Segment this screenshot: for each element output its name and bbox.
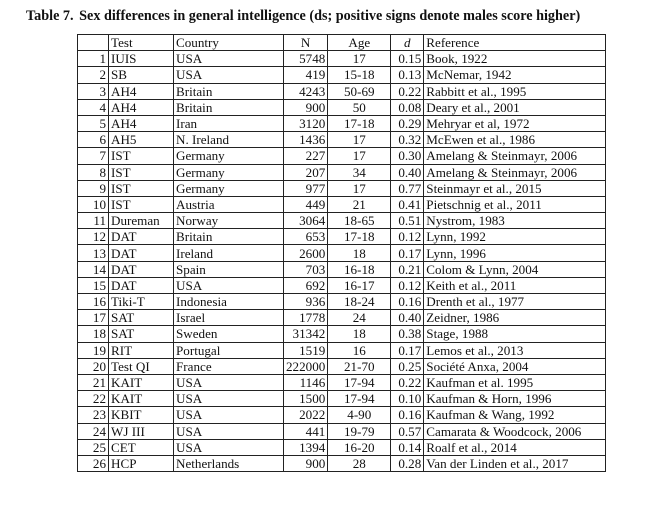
test-cell: KAIT (109, 374, 174, 390)
row-index: 23 (78, 407, 109, 423)
n-cell: 1500 (284, 391, 328, 407)
country-cell: USA (174, 391, 284, 407)
caption-label: Table 7. (26, 8, 74, 24)
table-row (78, 407, 606, 423)
n-cell: 1778 (284, 310, 328, 326)
test-cell: SAT (109, 326, 174, 342)
reference-cell: Nystrom, 1983 (424, 213, 606, 229)
row-index: 25 (78, 439, 109, 455)
n-cell: 3120 (284, 115, 328, 131)
row-index: 4 (78, 99, 109, 115)
age-cell: 17 (328, 180, 391, 196)
row-index: 22 (78, 391, 109, 407)
d-cell: 0.13 (391, 67, 424, 83)
n-cell: 1436 (284, 132, 328, 148)
table-row (78, 391, 606, 407)
test-cell: AH4 (109, 99, 174, 115)
n-cell: 31342 (284, 326, 328, 342)
age-cell: 50 (328, 99, 391, 115)
reference-cell: Rabbitt et al., 1995 (424, 83, 606, 99)
table-row (78, 229, 606, 245)
test-cell: DAT (109, 229, 174, 245)
n-cell: 703 (284, 261, 328, 277)
reference-cell: Mehryar et al, 1972 (424, 115, 606, 131)
country-cell: USA (174, 374, 284, 390)
reference-cell: Zeidner, 1986 (424, 310, 606, 326)
reference-cell: Camarata & Woodcock, 2006 (424, 423, 606, 439)
d-cell: 0.12 (391, 277, 424, 293)
reference-cell: Amelang & Steinmayr, 2006 (424, 148, 606, 164)
age-cell: 4-90 (328, 407, 391, 423)
d-cell: 0.57 (391, 423, 424, 439)
row-index: 9 (78, 180, 109, 196)
row-index: 6 (78, 132, 109, 148)
d-cell: 0.22 (391, 83, 424, 99)
age-cell: 16-18 (328, 261, 391, 277)
table-row (78, 51, 606, 67)
test-cell: IST (109, 148, 174, 164)
table-row (78, 423, 606, 439)
test-cell: DAT (109, 261, 174, 277)
test-cell: DAT (109, 277, 174, 293)
d-cell: 0.32 (391, 132, 424, 148)
n-cell: 2022 (284, 407, 328, 423)
n-cell: 2600 (284, 245, 328, 261)
country-cell: Germany (174, 164, 284, 180)
country-cell: Germany (174, 148, 284, 164)
test-cell: Dureman (109, 213, 174, 229)
test-cell: SAT (109, 310, 174, 326)
age-cell: 16 (328, 342, 391, 358)
table-row (78, 67, 606, 83)
reference-cell: McNemar, 1942 (424, 67, 606, 83)
test-cell: DAT (109, 245, 174, 261)
n-cell: 449 (284, 196, 328, 212)
d-cell: 0.16 (391, 294, 424, 310)
age-cell: 17 (328, 51, 391, 67)
row-index: 17 (78, 310, 109, 326)
n-cell: 900 (284, 99, 328, 115)
d-cell: 0.40 (391, 310, 424, 326)
d-cell: 0.40 (391, 164, 424, 180)
reference-cell: Kaufman & Horn, 1996 (424, 391, 606, 407)
row-index: 10 (78, 196, 109, 212)
row-index: 12 (78, 229, 109, 245)
reference-cell: Drenth et al., 1977 (424, 294, 606, 310)
reference-cell: Roalf et al., 2014 (424, 439, 606, 455)
n-cell: 1519 (284, 342, 328, 358)
row-index: 2 (78, 67, 109, 83)
country-cell: Britain (174, 83, 284, 99)
d-cell: 0.41 (391, 196, 424, 212)
age-cell: 50-69 (328, 83, 391, 99)
country-cell: Sweden (174, 326, 284, 342)
table-body (78, 51, 606, 472)
age-cell: 17 (328, 132, 391, 148)
test-cell: AH4 (109, 115, 174, 131)
d-cell: 0.38 (391, 326, 424, 342)
age-cell: 17-18 (328, 115, 391, 131)
d-cell: 0.15 (391, 51, 424, 67)
d-cell: 0.30 (391, 148, 424, 164)
reference-cell: Amelang & Steinmayr, 2006 (424, 164, 606, 180)
reference-cell: Keith et al., 2011 (424, 277, 606, 293)
country-cell: Britain (174, 99, 284, 115)
row-index: 26 (78, 455, 109, 471)
n-cell: 419 (284, 67, 328, 83)
header-n: N (284, 35, 328, 51)
country-cell: Austria (174, 196, 284, 212)
row-index: 19 (78, 342, 109, 358)
test-cell: Test QI (109, 358, 174, 374)
country-cell: USA (174, 439, 284, 455)
table-row (78, 180, 606, 196)
reference-cell: Book, 1922 (424, 51, 606, 67)
d-cell: 0.28 (391, 455, 424, 471)
reference-cell: Pietschnig et al., 2011 (424, 196, 606, 212)
test-cell: IUIS (109, 51, 174, 67)
d-cell: 0.17 (391, 245, 424, 261)
test-cell: KAIT (109, 391, 174, 407)
row-index: 8 (78, 164, 109, 180)
n-cell: 692 (284, 277, 328, 293)
reference-cell: Stage, 1988 (424, 326, 606, 342)
reference-cell: McEwen et al., 1986 (424, 132, 606, 148)
country-cell: USA (174, 67, 284, 83)
header-age: Age (328, 35, 391, 51)
age-cell: 21-70 (328, 358, 391, 374)
reference-cell: Kaufman & Wang, 1992 (424, 407, 606, 423)
row-index: 7 (78, 148, 109, 164)
table-row (78, 342, 606, 358)
country-cell: Netherlands (174, 455, 284, 471)
test-cell: AH4 (109, 83, 174, 99)
table-row (78, 277, 606, 293)
row-index: 3 (78, 83, 109, 99)
n-cell: 5748 (284, 51, 328, 67)
country-cell: Norway (174, 213, 284, 229)
age-cell: 17-94 (328, 374, 391, 390)
reference-cell: Société Anxa, 2004 (424, 358, 606, 374)
country-cell: USA (174, 423, 284, 439)
row-index: 15 (78, 277, 109, 293)
d-cell: 0.12 (391, 229, 424, 245)
country-cell: USA (174, 277, 284, 293)
n-cell: 3064 (284, 213, 328, 229)
age-cell: 21 (328, 196, 391, 212)
table-row (78, 245, 606, 261)
age-cell: 19-79 (328, 423, 391, 439)
country-cell: Iran (174, 115, 284, 131)
age-cell: 18 (328, 326, 391, 342)
table-row (78, 213, 606, 229)
d-cell: 0.77 (391, 180, 424, 196)
d-cell: 0.14 (391, 439, 424, 455)
row-index: 16 (78, 294, 109, 310)
n-cell: 441 (284, 423, 328, 439)
reference-cell: Lynn, 1992 (424, 229, 606, 245)
caption-title: Sex differences in general intelligence (ds; positive signs denote males score higher) (79, 8, 581, 24)
n-cell: 4243 (284, 83, 328, 99)
d-cell: 0.51 (391, 213, 424, 229)
test-cell: RIT (109, 342, 174, 358)
d-cell: 0.08 (391, 99, 424, 115)
d-cell: 0.25 (391, 358, 424, 374)
n-cell: 1394 (284, 439, 328, 455)
country-cell: Portugal (174, 342, 284, 358)
row-index: 18 (78, 326, 109, 342)
n-cell: 222000 (284, 358, 328, 374)
country-cell: N. Ireland (174, 132, 284, 148)
age-cell: 16-20 (328, 439, 391, 455)
country-cell: Germany (174, 180, 284, 196)
test-cell: HCP (109, 455, 174, 471)
table-row (78, 261, 606, 277)
header-d: d (391, 35, 424, 51)
row-index: 11 (78, 213, 109, 229)
table-row (78, 455, 606, 471)
reference-cell: Van der Linden et al., 2017 (424, 455, 606, 471)
test-cell: KBIT (109, 407, 174, 423)
row-index: 21 (78, 374, 109, 390)
age-cell: 17-18 (328, 229, 391, 245)
d-cell: 0.22 (391, 374, 424, 390)
header-test: Test (109, 35, 174, 51)
table-header-row (78, 35, 606, 51)
n-cell: 227 (284, 148, 328, 164)
reference-cell: Steinmayr et al., 2015 (424, 180, 606, 196)
table-row (78, 374, 606, 390)
reference-cell: Lemos et al., 2013 (424, 342, 606, 358)
reference-cell: Kaufman et al. 1995 (424, 374, 606, 390)
n-cell: 653 (284, 229, 328, 245)
n-cell: 977 (284, 180, 328, 196)
n-cell: 1146 (284, 374, 328, 390)
age-cell: 17-94 (328, 391, 391, 407)
age-cell: 24 (328, 310, 391, 326)
header-reference: Reference (424, 35, 606, 51)
age-cell: 34 (328, 164, 391, 180)
row-index: 20 (78, 358, 109, 374)
table-row (78, 132, 606, 148)
table-row (78, 83, 606, 99)
d-cell: 0.17 (391, 342, 424, 358)
country-cell: Britain (174, 229, 284, 245)
test-cell: WJ III (109, 423, 174, 439)
country-cell: USA (174, 51, 284, 67)
header-index (78, 35, 109, 51)
test-cell: SB (109, 67, 174, 83)
row-index: 24 (78, 423, 109, 439)
table-row (78, 294, 606, 310)
n-cell: 900 (284, 455, 328, 471)
table-row (78, 439, 606, 455)
sex-differences-table (77, 34, 606, 472)
test-cell: IST (109, 196, 174, 212)
reference-cell: Lynn, 1996 (424, 245, 606, 261)
d-cell: 0.21 (391, 261, 424, 277)
country-cell: France (174, 358, 284, 374)
table-row (78, 115, 606, 131)
age-cell: 18-65 (328, 213, 391, 229)
country-cell: Indonesia (174, 294, 284, 310)
n-cell: 936 (284, 294, 328, 310)
country-cell: USA (174, 407, 284, 423)
country-cell: Ireland (174, 245, 284, 261)
table-row (78, 99, 606, 115)
row-index: 1 (78, 51, 109, 67)
age-cell: 16-17 (328, 277, 391, 293)
age-cell: 28 (328, 455, 391, 471)
country-cell: Israel (174, 310, 284, 326)
row-index: 14 (78, 261, 109, 277)
table-row (78, 358, 606, 374)
table-row (78, 148, 606, 164)
test-cell: CET (109, 439, 174, 455)
table-row (78, 310, 606, 326)
test-cell: IST (109, 164, 174, 180)
d-cell: 0.16 (391, 407, 424, 423)
d-cell: 0.10 (391, 391, 424, 407)
test-cell: AH5 (109, 132, 174, 148)
row-index: 5 (78, 115, 109, 131)
age-cell: 18-24 (328, 294, 391, 310)
table-row (78, 326, 606, 342)
row-index: 13 (78, 245, 109, 261)
age-cell: 17 (328, 148, 391, 164)
table-row (78, 196, 606, 212)
n-cell: 207 (284, 164, 328, 180)
d-cell: 0.29 (391, 115, 424, 131)
test-cell: IST (109, 180, 174, 196)
reference-cell: Colom & Lynn, 2004 (424, 261, 606, 277)
test-cell: Tiki-T (109, 294, 174, 310)
age-cell: 15-18 (328, 67, 391, 83)
table-caption (26, 8, 580, 25)
header-country: Country (174, 35, 284, 51)
age-cell: 18 (328, 245, 391, 261)
reference-cell: Deary et al., 2001 (424, 99, 606, 115)
country-cell: Spain (174, 261, 284, 277)
table-row (78, 164, 606, 180)
